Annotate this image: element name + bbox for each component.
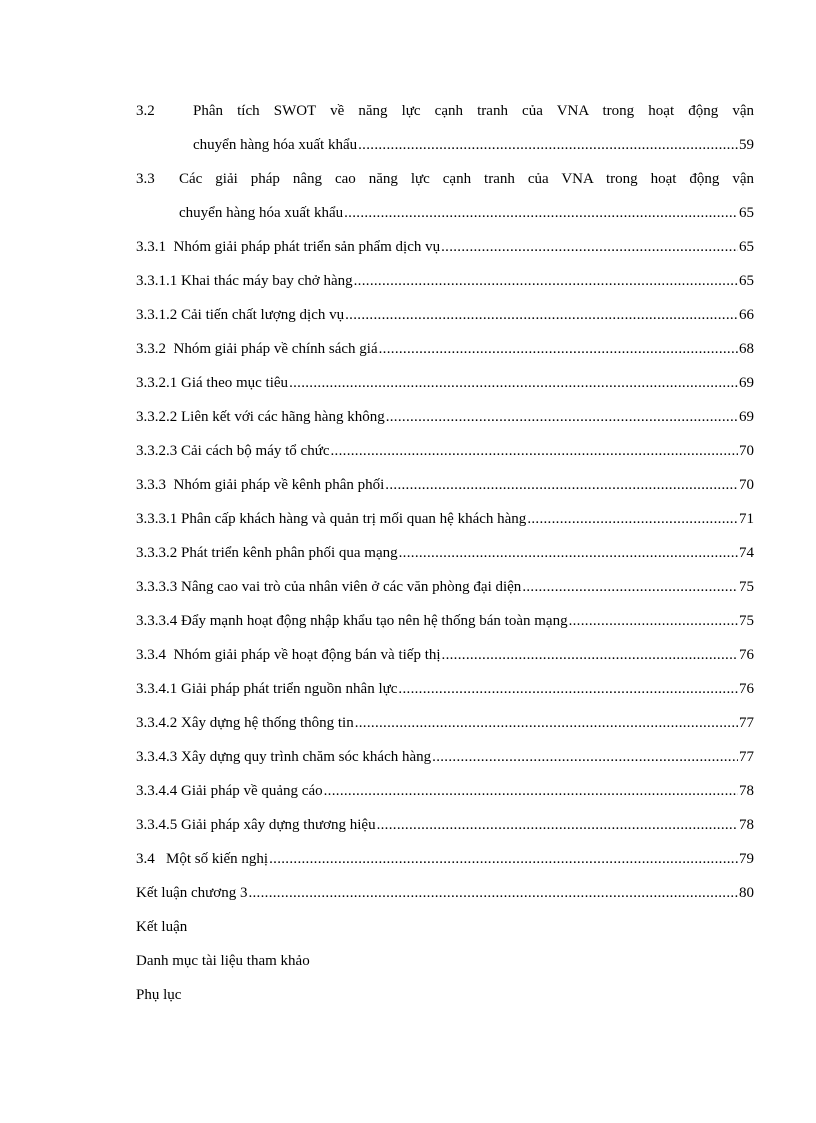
toc-dot-leader xyxy=(331,434,739,468)
toc-row-title: 3.3.3.2 Phát triển kênh phân phối qua mạng xyxy=(136,545,398,561)
toc-dot-leader xyxy=(354,264,738,298)
toc-page-number: 78 xyxy=(739,783,754,799)
toc-row-title: 3.3.1.1 Khai thác máy bay chở hàng xyxy=(136,273,353,289)
table-of-contents xyxy=(136,94,754,1012)
toc-row[interactable] xyxy=(136,672,754,706)
toc-row[interactable] xyxy=(136,366,754,400)
toc-entry-3-3-line1[interactable] xyxy=(136,162,754,196)
toc-dot-leader xyxy=(345,298,738,332)
toc-page-number: 75 xyxy=(739,579,754,595)
toc-dot-leader xyxy=(385,468,738,502)
toc-page-number: 59 xyxy=(739,137,754,153)
toc-row[interactable] xyxy=(136,604,754,638)
toc-dot-leader xyxy=(269,842,738,876)
toc-row-title: 3.3.1.2 Cải tiến chất lượng dịch vụ xyxy=(136,307,345,323)
toc-row[interactable] xyxy=(136,264,754,298)
toc-entry-title: Phân tích SWOT về năng lực cạnh tranh của VNA trong hoạt động vận xyxy=(193,103,754,119)
toc-page-number: 70 xyxy=(739,443,754,459)
toc-row[interactable] xyxy=(136,706,754,740)
toc-dot-leader xyxy=(527,502,738,536)
toc-row-title: 3.3.4.4 Giải pháp về quảng cáo xyxy=(136,783,323,799)
toc-row[interactable] xyxy=(136,842,754,876)
toc-page-number: 69 xyxy=(739,409,754,425)
toc-dot-leader xyxy=(324,774,738,808)
toc-row-title: 3.3.4.5 Giải pháp xây dựng thương hiệu xyxy=(136,817,376,833)
toc-row[interactable] xyxy=(136,502,754,536)
toc-entry-number: 3.3 xyxy=(136,171,155,187)
toc-page-number: 65 xyxy=(739,273,754,289)
toc-dot-leader xyxy=(399,536,738,570)
toc-row-title: 3.3.4.3 Xây dựng quy trình chăm sóc khách hàng xyxy=(136,749,432,765)
toc-unnumbered-item[interactable]: Danh mục tài liệu tham khảo xyxy=(136,953,310,969)
toc-dot-leader xyxy=(248,876,738,910)
toc-row[interactable] xyxy=(136,808,754,842)
toc-dot-leader xyxy=(441,230,738,264)
toc-dot-leader xyxy=(442,638,738,672)
toc-row-title: 3.3.3.4 Đẩy mạnh hoạt động nhập khẩu tạo nên hệ thống bán toàn mạng xyxy=(136,613,568,629)
toc-row-title: 3.3.4.2 Xây dựng hệ thống thông tin xyxy=(136,715,354,731)
toc-entry-title-cont: chuyển hàng hóa xuất khẩu xyxy=(179,205,344,221)
toc-row[interactable] xyxy=(136,468,754,502)
toc-dot-leader xyxy=(358,128,738,162)
toc-row[interactable] xyxy=(136,298,754,332)
toc-page-number: 78 xyxy=(739,817,754,833)
toc-row-title: 3.3.2.2 Liên kết với các hãng hàng không xyxy=(136,409,385,425)
toc-row[interactable] xyxy=(136,638,754,672)
toc-row-title: 3.3.1 Nhóm giải pháp phát triển sản phẩm dịch vụ xyxy=(136,239,441,255)
toc-dot-leader xyxy=(289,366,738,400)
toc-page-number: 75 xyxy=(739,613,754,629)
toc-page-number: 71 xyxy=(739,511,754,527)
toc-dot-leader xyxy=(377,808,738,842)
toc-page-number: 70 xyxy=(739,477,754,493)
toc-dot-leader xyxy=(344,196,738,230)
toc-page-number: 69 xyxy=(739,375,754,391)
toc-unnumbered-item[interactable]: Phụ lục xyxy=(136,987,182,1003)
toc-row[interactable] xyxy=(136,876,754,910)
toc-row-title: Kết luận chương 3 xyxy=(136,885,248,901)
toc-dot-leader xyxy=(355,706,738,740)
toc-row[interactable] xyxy=(136,434,754,468)
toc-page-number: 79 xyxy=(739,851,754,867)
toc-page-number: 80 xyxy=(739,885,754,901)
toc-row[interactable] xyxy=(136,332,754,366)
toc-row-title: 3.3.4.1 Giải pháp phát triển nguồn nhân lực xyxy=(136,681,398,697)
toc-row-title: 3.3.2.3 Cải cách bộ máy tổ chức xyxy=(136,443,330,459)
toc-row-title: 3.3.3 Nhóm giải pháp về kênh phân phối xyxy=(136,477,385,493)
toc-entry-3-2-line2[interactable] xyxy=(136,128,754,162)
toc-page-number: 68 xyxy=(739,341,754,357)
toc-row-title: 3.3.2.1 Giá theo mục tiêu xyxy=(136,375,289,391)
toc-page-number: 65 xyxy=(739,205,754,221)
toc-dot-leader xyxy=(386,400,738,434)
toc-row[interactable] xyxy=(136,400,754,434)
toc-row-title: 3.4 Một số kiến nghị xyxy=(136,851,269,867)
toc-entry-number: 3.2 xyxy=(136,103,155,119)
toc-unnumbered-item[interactable]: Kết luận xyxy=(136,919,188,935)
toc-row[interactable] xyxy=(136,774,754,808)
toc-page-number: 76 xyxy=(739,681,754,697)
toc-row-title: 3.3.3.1 Phân cấp khách hàng và quản trị mối quan hệ khách hàng xyxy=(136,511,527,527)
toc-row[interactable] xyxy=(136,570,754,604)
toc-page-number: 76 xyxy=(739,647,754,663)
toc-row-title: 3.3.2 Nhóm giải pháp về chính sách giá xyxy=(136,341,378,357)
toc-page-number: 74 xyxy=(739,545,754,561)
toc-row[interactable] xyxy=(136,230,754,264)
toc-page-number: 66 xyxy=(739,307,754,323)
toc-row[interactable] xyxy=(136,740,754,774)
toc-page-number: 65 xyxy=(739,239,754,255)
toc-dot-leader xyxy=(398,672,738,706)
toc-row[interactable] xyxy=(136,536,754,570)
toc-row-title: 3.3.4 Nhóm giải pháp về hoạt động bán và tiếp thị xyxy=(136,647,441,663)
toc-page-number: 77 xyxy=(739,749,754,765)
toc-dot-leader xyxy=(569,604,738,638)
toc-dot-leader xyxy=(522,570,738,604)
toc-dot-leader xyxy=(432,740,738,774)
toc-entry-3-3-line2[interactable] xyxy=(136,196,754,230)
toc-entry-title-cont: chuyển hàng hóa xuất khẩu xyxy=(193,137,358,153)
toc-page-number: 77 xyxy=(739,715,754,731)
toc-entry-3-2-line1[interactable] xyxy=(136,94,754,128)
toc-dot-leader xyxy=(379,332,738,366)
toc-entry-title: Các giải pháp nâng cao năng lực cạnh tranh của VNA trong hoạt động vận xyxy=(179,171,754,187)
toc-row-title: 3.3.3.3 Nâng cao vai trò của nhân viên ở các văn phòng đại diện xyxy=(136,579,522,595)
